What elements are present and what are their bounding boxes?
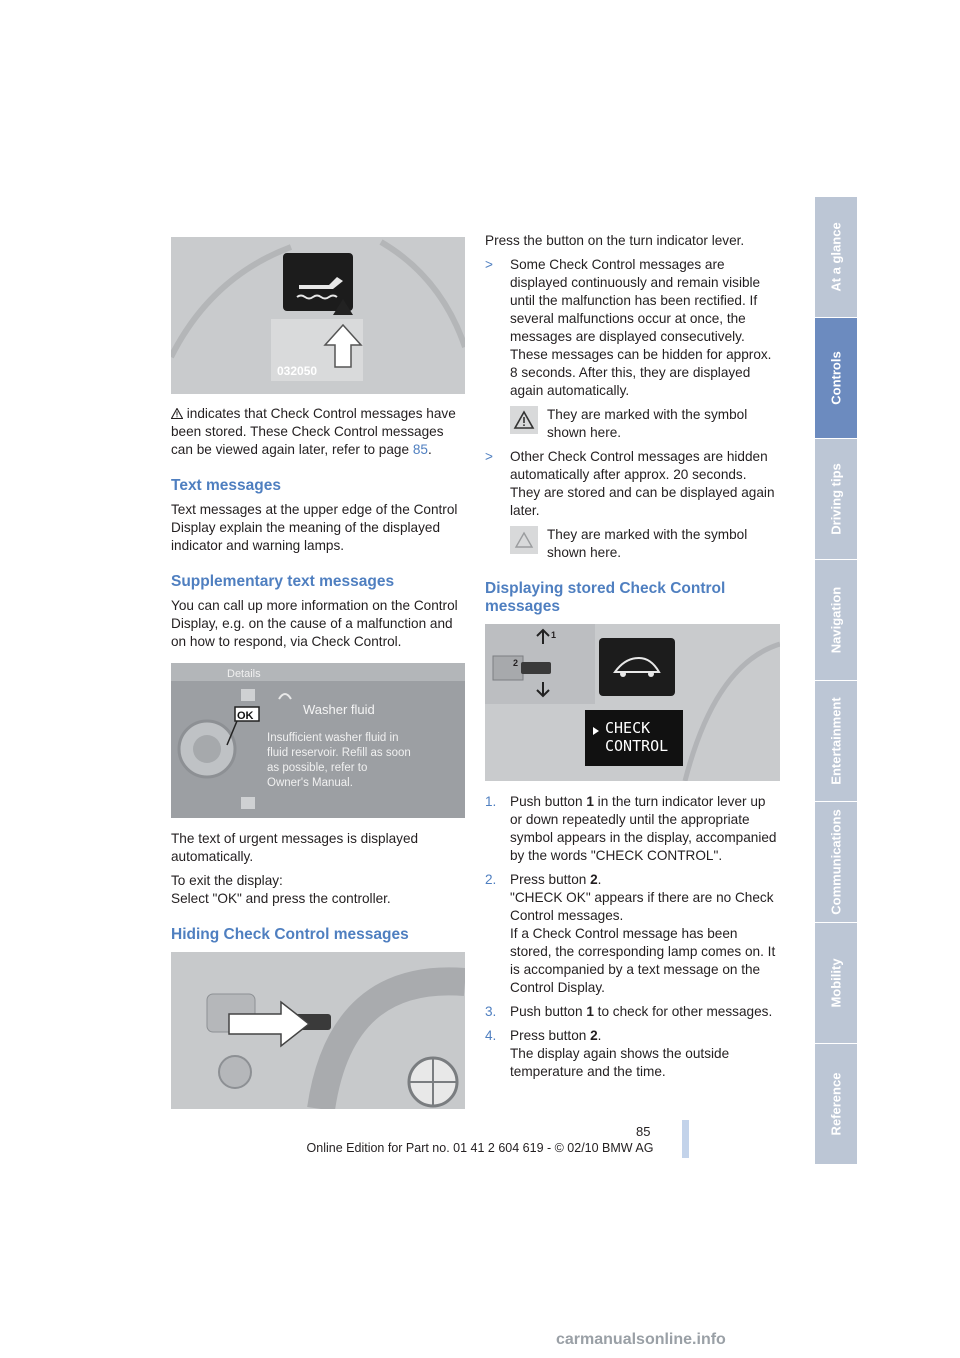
tab-navigation[interactable]: Navigation bbox=[815, 560, 857, 680]
note-symbol-2: They are marked with the symbol shown here. bbox=[485, 526, 780, 562]
right-column bbox=[485, 232, 780, 1087]
check-control-illustration bbox=[485, 624, 780, 781]
oil-warning-illustration bbox=[171, 237, 465, 394]
paragraph-exit: To exit the display: Select "OK" and press the controller. bbox=[171, 873, 391, 906]
heading-supplementary: Supplementary text messages bbox=[171, 573, 395, 590]
step-4: 4. Press button 2. The display again shows the outside temperature and the time. bbox=[485, 1028, 730, 1079]
paragraph-indicates: indicates that Check Control messages have been stored. These Check Control messages can be viewed again later, refer to page 85. bbox=[171, 406, 456, 457]
odometer-reading: 032050 bbox=[277, 364, 318, 378]
washer-fluid-message: Insufficient washer fluid in fluid reservoir. Refill as soon as possible, refer to Owner's Manual. bbox=[267, 732, 411, 789]
bullet-hidden: > Other Check Control messages are hidden automatically after approx. 20 seconds. They are stored and can be displayed again later. bbox=[485, 449, 775, 518]
details-label: Details bbox=[227, 668, 261, 680]
label-2: 2 bbox=[513, 658, 519, 668]
left-column bbox=[171, 237, 465, 1109]
page-number: 85 bbox=[636, 1124, 651, 1139]
tab-entertainment[interactable]: Entertainment bbox=[815, 681, 857, 801]
washer-fluid-title: Washer fluid bbox=[303, 702, 375, 717]
chapter-tabs bbox=[815, 197, 857, 1165]
tab-driving-tips[interactable]: Driving tips bbox=[815, 439, 857, 559]
heading-displaying: Displaying stored Check Control messages bbox=[485, 580, 726, 615]
warning-triangle-icon bbox=[171, 408, 183, 419]
paragraph-press: Press the button on the turn indicator lever. bbox=[485, 233, 745, 248]
warning-triangle-icon bbox=[510, 406, 538, 434]
figure-washer-fluid bbox=[171, 663, 465, 818]
heading-text-messages: Text messages bbox=[171, 477, 281, 494]
figure-steering-wheel bbox=[171, 952, 465, 1109]
tab-communications[interactable]: Communications bbox=[815, 802, 857, 922]
watermark: carmanualsonline.info bbox=[556, 1331, 726, 1348]
tab-controls[interactable]: Controls bbox=[815, 318, 857, 438]
check-control-display: CHECK CONTROL bbox=[605, 719, 669, 755]
step-2: 2. Press button 2. "CHECK OK" appears if there are no Check Control messages. If a Check Control message has been stored, the corresponding lamp comes on. It is accompanied by a text message on the Control Display. bbox=[485, 872, 776, 995]
steering-wheel-illustration bbox=[171, 952, 465, 1109]
page-reference-link[interactable]: 85 bbox=[412, 442, 428, 457]
note-symbol-1: They are marked with the symbol shown here. bbox=[485, 406, 780, 442]
triangle-outline-icon bbox=[510, 526, 538, 554]
tab-reference[interactable]: Reference bbox=[815, 1044, 857, 1164]
footer-text: Online Edition for Part no. 01 41 2 604 619 - © 02/10 BMW AG bbox=[306, 1141, 654, 1155]
paragraph-supplementary: You can call up more information on the Control Display, e.g. on the cause of a malfunction and on how to respond, via Check Control. bbox=[171, 598, 458, 649]
label-1: 1 bbox=[551, 630, 557, 640]
paragraph-text-messages: Text messages at the upper edge of the Control Display explain the meaning of the displayed indicator and warning lamps. bbox=[171, 502, 458, 553]
figure-oil-warning bbox=[171, 237, 465, 394]
paragraph-urgent: The text of urgent messages is displayed automatically. bbox=[171, 831, 419, 864]
tab-at-a-glance[interactable]: At a glance bbox=[815, 197, 857, 317]
tab-mobility[interactable]: Mobility bbox=[815, 923, 857, 1043]
bullet-continuous: > Some Check Control messages are displayed continuously and remain visible until the malfunction has been rectified. If several malfunctions occur at once, the messages are displayed consecutively. These messages can be hidden for approx. 8 seconds. After this, they are displayed again automatically. bbox=[485, 257, 772, 398]
figure-check-control bbox=[485, 624, 780, 781]
ok-button: OK bbox=[237, 710, 254, 722]
heading-hiding: Hiding Check Control messages bbox=[171, 926, 409, 943]
step-1: 1. Push button 1 in the turn indicator lever up or down repeatedly until the appropriate symbol appears in the display, accompanied by the words "CHECK CONTROL". bbox=[485, 794, 777, 863]
step-3: 3. Push button 1 to check for other messages. bbox=[485, 1004, 773, 1019]
